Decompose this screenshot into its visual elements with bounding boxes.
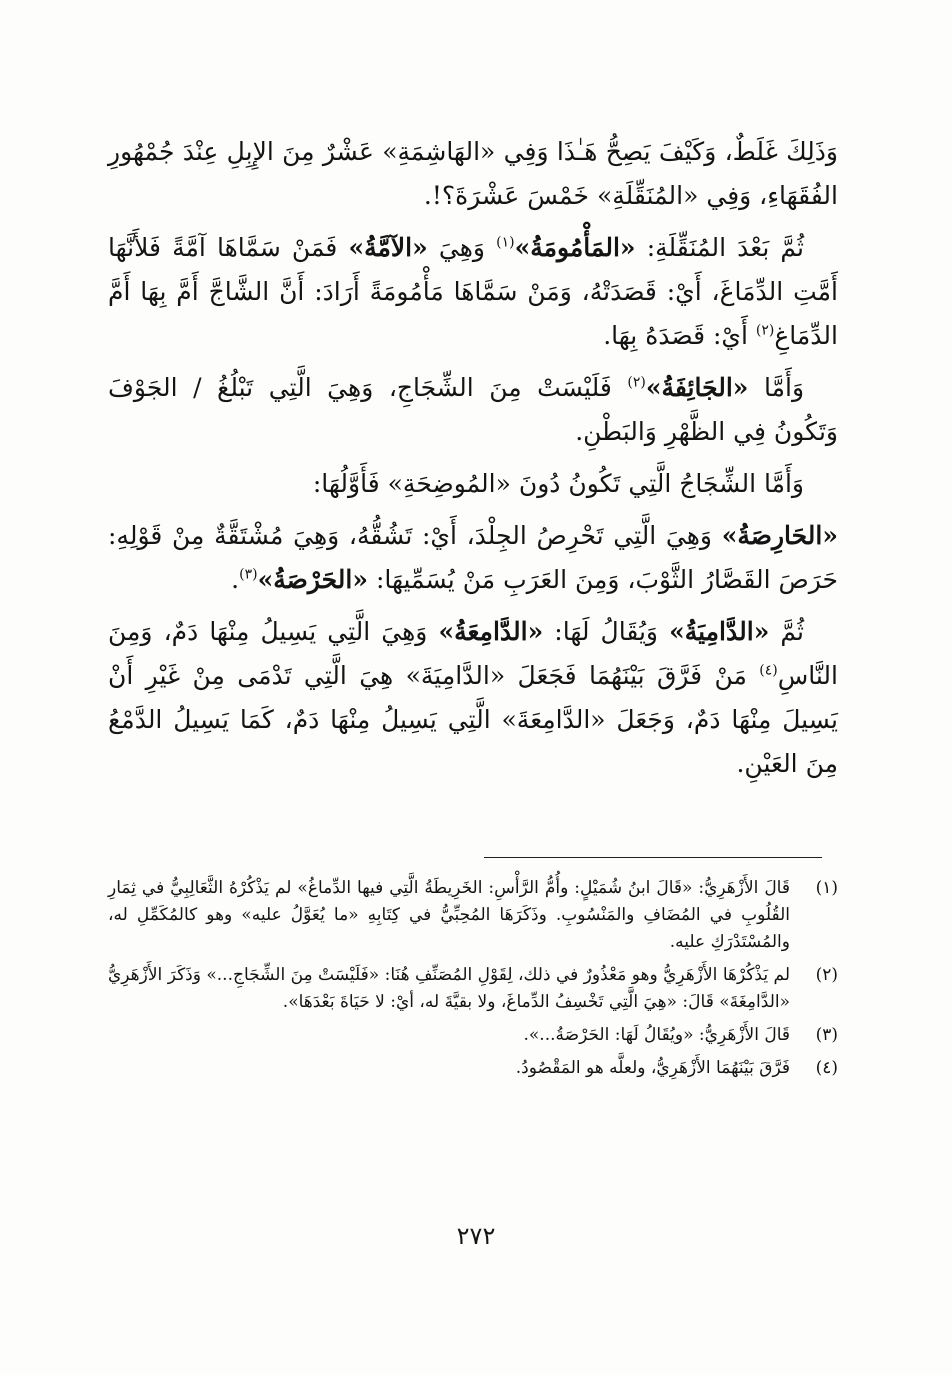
paragraph-2: [108, 226, 838, 358]
term-damia: «الدَّامِعَةُ»: [438, 617, 544, 646]
paragraph-1: [108, 130, 838, 218]
term-harisa: «الحَارِصَةُ»: [721, 521, 838, 550]
footnote-number: (٣): [815, 1025, 838, 1045]
p2-rest: فَمَنْ سَمَّاهَا آمَّةً فَلأَنَّهَا أَمَّتِ الدِّمَاغَ، أَيْ: قَصَدَتْهُ، وَمَنْ سَمَّاهَا مَأْمُومَةً أَرَادَ: أَنَّ الشَّاجَّ أَمَّ بِهَا أَمَّ الدِّمَاغِ: [108, 233, 838, 350]
paragraph-1-text: وَذَلِكَ غَلَطٌ، وَكَيْفَ يَصِحُّ هَـٰذَا وَفِي «الهَاشِمَةِ» عَشْرٌ مِنَ الإِبِلِ عِنْدَ جُمْهُورِ الفُقَهَاءِ، وَفِي «المُنَقِّلَةِ» خَمْسَ عَشْرَةَ؟!.: [108, 137, 838, 210]
p5-rest: وَهِيَ الَّتِي تَحْرِصُ الجِلْدَ، أَيْ: تَشُقُّهُ، وَهِيَ مُشْتَقَّةٌ مِنْ قَوْلِهِ: حَرَصَ القَصَّارُ الثَّوْبَ، وَمِنَ العَرَبِ مَنْ يُسَمِّيهَا:: [108, 521, 838, 594]
footnote-number: (١): [815, 878, 838, 898]
footnote-number: (٢): [815, 965, 838, 985]
p6-start: ثُمَّ: [780, 617, 805, 646]
paragraph-3: [108, 366, 838, 454]
paragraph-5: [108, 514, 838, 602]
p2-end: أَيْ: قَصَدَهُ بِهَا.: [603, 321, 748, 350]
footnote-text: لم يَذْكُرْهَا الأَزْهَرِيُّ وهو مَعْذُورٌ في ذلك، لِقَوْلِ المُصَنِّفِ هُنَا: «فَلَيْسَتْ مِنَ الشِّجَاجِ...» وَذَكَرَ الأَزْهَرِيُّ «الدَّامِغَةَ» قَالَ: «هِيَ الَّتِي تَخْسِفُ الدِّماغَ، ولا بقيَّةَ له، أيْ: لا حَيَاةَ بَعْدَهَا».: [108, 965, 790, 1012]
term-mamuma: «المَأْمُومَةُ»: [514, 233, 636, 262]
footnote-3: [108, 1022, 838, 1049]
term-amma: «الآمَّةُ»: [348, 233, 428, 262]
footnote-divider: [484, 857, 822, 858]
footnote-2: [108, 962, 838, 1016]
p3-rest: فَلَيْسَتْ مِنَ الشِّجَاجِ، وَهِيَ الَّتِي تَبْلُغُ / الجَوْفَ وَتَكُونُ فِي الظَّهْرِ وَالبَطْنِ.: [108, 373, 838, 446]
term-harsa: «الحَرْصَةُ»: [257, 565, 368, 594]
main-text: [108, 130, 838, 794]
term-damiya: «الدَّامِيَةُ»: [669, 617, 770, 646]
p3-start: وَأَمَّا: [763, 373, 805, 402]
p4-text: وَأَمَّا الشِّجَاجُ الَّتِي تَكُونُ دُونَ «المُوضِحَةِ» فَأَوَّلُهَا:: [312, 469, 804, 498]
footnote-4: [108, 1055, 838, 1082]
footnote-text: قَالَ الأَزْهَرِيُّ: «ويُقَالُ لَهَا: الحَرْصَةُ...».: [523, 1025, 790, 1045]
footnote-text: قَالَ الأَزْهَرِيُّ: «قَالَ ابنُ شُمَيْلٍ: وأُمُّ الرَّأْسِ: الخَرِيطَةُ الَّتِي فيها الدِّماغُ» لم يَذْكُرْهُ الثَّعَالِبِيُّ في ثِمَارِ القُلُوبِ في المُضَافِ والمَنْسُوبِ. وذَكَرَهَا المُحِبِّيُّ في كِتَابِهِ «ما يُعَوَّلُ عليه» وهو كالمُكَمِّلِ له، والمُسْتَدْرَكِ عليه.: [108, 878, 790, 952]
p2-mid: وَهِيَ: [438, 233, 485, 262]
footnote-ref-4[interactable]: (٤): [759, 662, 778, 679]
p6-rest: وَهِيَ الَّتِي يَسِيلُ مِنْهَا دَمٌ، وَمِنَ النَّاسِ: [108, 617, 838, 690]
footnote-ref-3[interactable]: (٣): [239, 566, 258, 583]
p6-end: مَنْ فَرَّقَ بَيْنَهُمَا فَجَعَلَ «الدَّامِيَةَ» هِيَ الَّتِي تَدْمَى مِنْ غَيْرِ أَنْ يَسِيلَ مِنْهَا دَمٌ، وَجَعَلَ «الدَّامِعَةَ» الَّتِي يَسِيلُ مِنْهَا دَمٌ، كَمَا يَسِيلُ الدَّمْعُ مِنَ العَيْنِ.: [108, 661, 838, 778]
footnotes: [108, 875, 838, 1088]
p2-start: ثُمَّ بَعْدَ المُنَقِّلَةِ:: [646, 233, 805, 262]
footnote-ref-2a[interactable]: (٢): [755, 322, 775, 339]
term-jaifa: «الجَائِفَةُ»: [645, 373, 749, 402]
paragraph-4: [108, 462, 838, 506]
page-number: ٢٧٢: [456, 1222, 496, 1250]
footnote-ref-2b[interactable]: (٢): [627, 374, 646, 391]
p5-end: .: [231, 565, 240, 594]
footnote-number: (٤): [815, 1058, 838, 1078]
paragraph-6: [108, 610, 838, 786]
footnote-text: فَرَّقَ بَيْنَهُمَا الأَزْهَرِيُّ، ولعلَّه هو المَقْصُودُ.: [515, 1058, 790, 1078]
footnote-1: [108, 875, 838, 956]
footnote-ref-1[interactable]: (١): [496, 234, 515, 251]
p6-mid: وَيُقَالُ لَهَا:: [554, 617, 659, 646]
